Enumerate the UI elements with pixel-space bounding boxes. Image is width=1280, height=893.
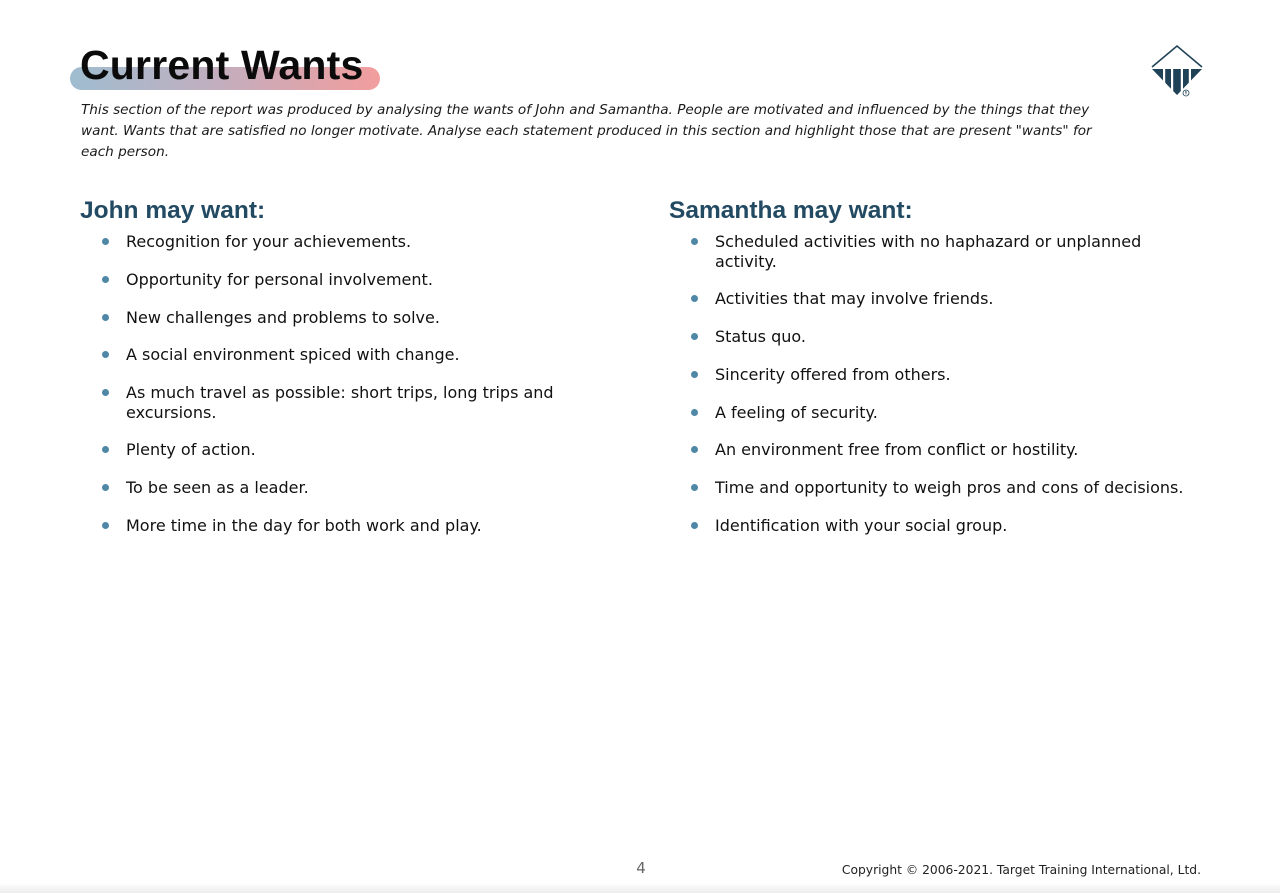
list-item-text: Time and opportunity to weigh pros and cons of decisions.	[715, 478, 1184, 498]
john-wants-column	[80, 195, 600, 554]
bullet-dot-icon	[691, 333, 698, 340]
svg-text:R: R	[1184, 90, 1188, 96]
list-item-text: Activities that may involve friends.	[715, 289, 994, 309]
copyright-notice: Copyright © 2006-2021. Target Training International, Ltd.	[841, 863, 1201, 877]
samantha-wants-heading: Samantha may want:	[669, 197, 913, 224]
list-item-text: A feeling of security.	[715, 402, 878, 422]
list-item-text: Opportunity for personal involvement.	[126, 269, 433, 289]
list-item	[80, 345, 556, 365]
list-item-text: Sincerity offered from others.	[715, 364, 951, 384]
list-item	[80, 478, 556, 498]
list-item	[669, 365, 1195, 385]
list-item-text: Scheduled activities with no haphazard or unplanned activity.	[715, 232, 1142, 271]
list-item	[669, 289, 1195, 309]
list-item-text: Recognition for your achievements.	[126, 232, 412, 251]
list-item-text: An environment free from conflict or hostility.	[715, 440, 1079, 460]
page-bottom-edge	[0, 883, 1280, 893]
list-item-text: Plenty of action.	[126, 440, 256, 460]
pyramid-logo-icon	[1148, 43, 1206, 99]
bullet-dot-icon	[691, 409, 698, 416]
page-title: Current Wants	[80, 42, 364, 88]
samantha-wants-column	[669, 195, 1209, 554]
list-item	[80, 440, 556, 460]
list-item	[80, 270, 556, 290]
bullet-dot-icon	[102, 276, 109, 283]
list-item	[669, 232, 1195, 271]
title-block	[80, 40, 364, 90]
samantha-wants-list	[669, 232, 1209, 536]
bullet-dot-icon	[691, 446, 698, 453]
list-item-text: New challenges and problems to solve.	[126, 307, 440, 327]
bullet-dot-icon	[102, 522, 109, 529]
list-item	[80, 232, 556, 252]
list-item	[80, 308, 556, 328]
bullet-dot-icon	[691, 295, 698, 302]
bullet-dot-icon	[691, 238, 698, 245]
bullet-dot-icon	[102, 484, 109, 491]
page-number: 4	[636, 859, 646, 877]
john-wants-heading: John may want:	[80, 197, 266, 224]
list-item	[669, 478, 1195, 498]
list-item-text: A social environment spiced with change.	[126, 345, 460, 365]
list-item-text: Status quo.	[715, 327, 806, 347]
list-item	[80, 383, 556, 422]
list-item	[669, 327, 1195, 347]
section-intro-text: This section of the report was produced by analysing the wants of John and Samantha. People are motivated and influenced by the things that they want. Wants that are satisfied no longer motivate. Analyse each statement produced in this section and highlight those that are present "wants" for each person.	[81, 102, 1092, 160]
bullet-dot-icon	[691, 522, 698, 529]
bullet-dot-icon	[102, 389, 109, 396]
list-item-text: Identification with your social group.	[715, 516, 1008, 536]
john-wants-list	[80, 232, 600, 536]
list-item	[80, 516, 556, 536]
bullet-dot-icon	[102, 351, 109, 358]
list-item-text: More time in the day for both work and play.	[126, 516, 482, 536]
bullet-dot-icon	[102, 446, 109, 453]
list-item-text: To be seen as a leader.	[126, 478, 309, 498]
list-item	[669, 403, 1195, 423]
list-item	[669, 516, 1195, 536]
bullet-dot-icon	[102, 314, 109, 321]
bullet-dot-icon	[691, 484, 698, 491]
bullet-dot-icon	[102, 238, 109, 245]
list-item	[669, 440, 1195, 460]
bullet-dot-icon	[691, 371, 698, 378]
list-item-text: As much travel as possible: short trips, long trips and excursions.	[126, 383, 554, 422]
